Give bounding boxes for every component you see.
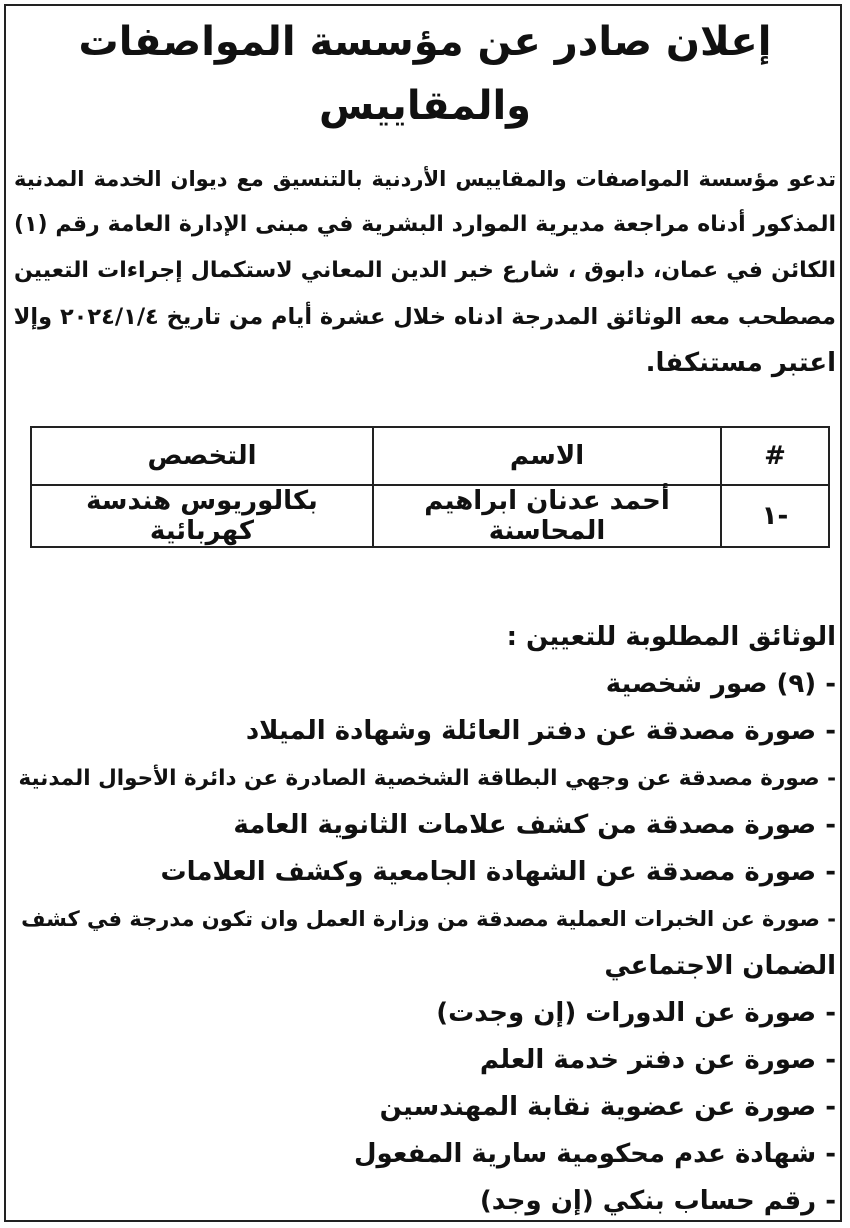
list-item: - صورة مصدقة عن الشهادة الجامعية وكشف العلامات <box>160 857 836 887</box>
documents-heading: الوثائق المطلوبة للتعيين : <box>506 622 836 652</box>
announcement-content <box>14 10 836 1225</box>
list-item: - صورة عن الخبرات العملية مصدقة من وزارة العمل وان تكون مدرجة في كشف <box>21 907 836 931</box>
required-documents <box>14 614 836 1225</box>
announcement-intro <box>14 156 836 386</box>
candidates-table-wrap <box>18 426 830 548</box>
list-item: - رقم حساب بنكي (إن وجد) <box>479 1186 836 1216</box>
list-item: - صورة عن الدورات (إن وجدت) <box>436 998 836 1028</box>
intro-line: المذكور أدناه مراجعة مديرية الموارد البشرية في مبنى الإدارة العامة رقم (١) <box>14 212 836 237</box>
list-item: - صورة عن دفتر خدمة العلم <box>479 1045 836 1075</box>
intro-line: الكائن في عمان، دابوق ، شارع خير الدين المعاني لاستكمال إجراءات التعيين <box>14 258 836 283</box>
list-item: - شهادة عدم محكومية سارية المفعول <box>354 1139 836 1169</box>
intro-line: اعتبر مستنكفا. <box>645 348 836 378</box>
table-row <box>31 485 829 547</box>
header-name: الاسم <box>373 427 721 485</box>
table-header-row <box>31 427 829 485</box>
list-item: الضمان الاجتماعي <box>604 951 836 981</box>
list-item: - صورة مصدقة عن وجهي البطاقة الشخصية الصادرة عن دائرة الأحوال المدنية <box>18 766 836 791</box>
list-item: - صورة عن عضوية نقابة المهندسين <box>379 1092 836 1122</box>
list-item: - صورة مصدقة من كشف علامات الثانوية العامة <box>233 810 836 840</box>
row-specialization: بكالوريوس هندسة كهربائية <box>31 485 373 547</box>
intro-line: مصطحب معه الوثائق المدرجة ادناه خلال عشرة أيام من تاريخ ٢٠٢٤/١/٤ وإلا <box>13 304 836 330</box>
row-name: أحمد عدنان ابراهيم المحاسنة <box>373 485 721 547</box>
row-number: -١ <box>721 485 829 547</box>
list-item: - (٩) صور شخصية <box>605 669 836 699</box>
header-specialization: التخصص <box>31 427 373 485</box>
intro-line: تدعو مؤسسة المواصفات والمقاييس الأردنية بالتنسيق مع ديوان الخدمة المدنية <box>14 167 836 191</box>
candidates-table <box>30 426 830 548</box>
header-number: # <box>721 427 829 485</box>
list-item: - صورة مصدقة عن دفتر العائلة وشهادة الميلاد <box>245 716 836 746</box>
announcement-title: إعلان صادر عن مؤسسة المواصفات والمقاييس <box>78 19 772 129</box>
